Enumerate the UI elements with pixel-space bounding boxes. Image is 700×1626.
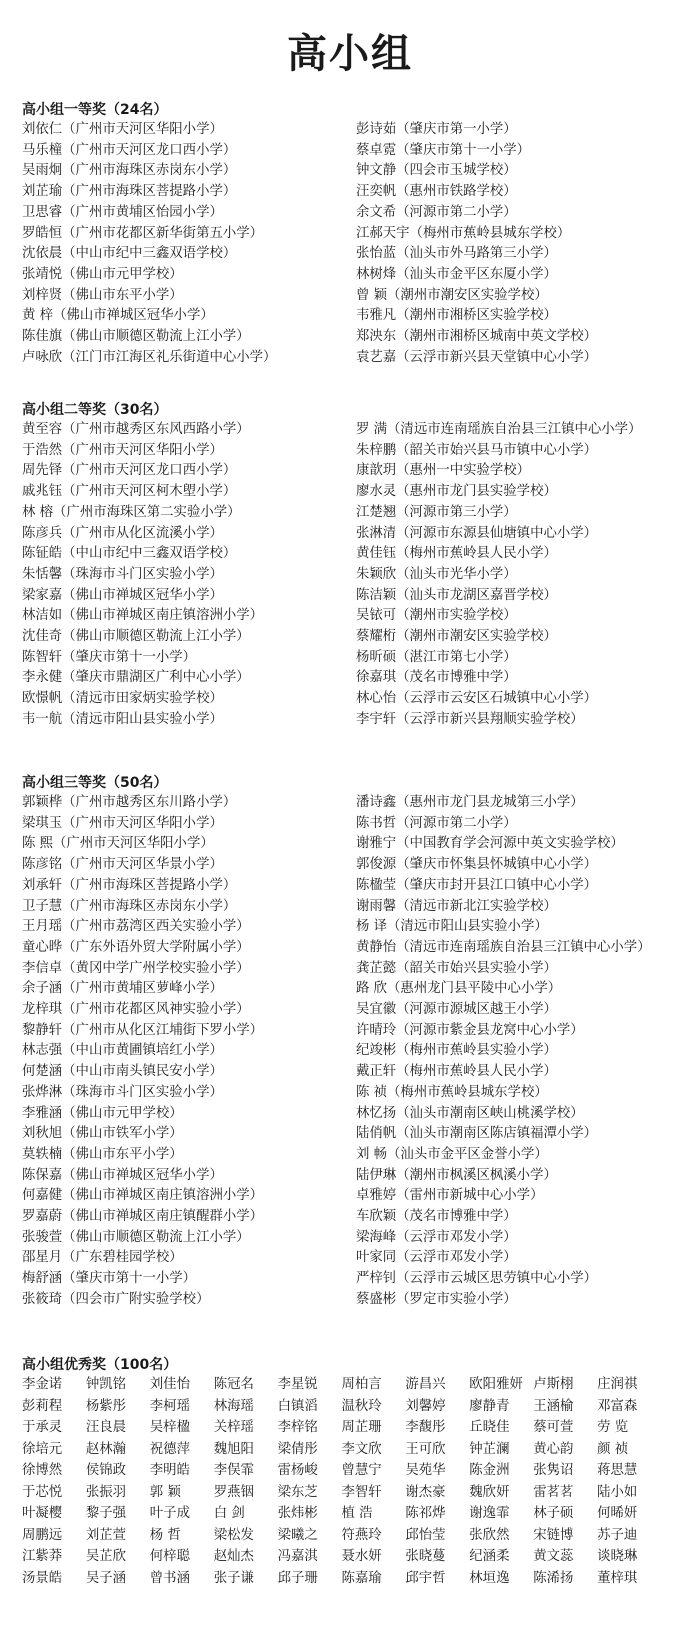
excellence-name: 雷茗茗: [533, 1484, 574, 1500]
excellence-name: 庄润祺: [597, 1377, 638, 1392]
excellence-name: 谈晓琳: [597, 1549, 638, 1564]
excellence-name: 钟凯铭: [85, 1377, 127, 1392]
winner-entry: 陈洁颖（汕头市龙湖区嘉晋学校）: [356, 587, 557, 603]
excellence-name: 雷杨峻: [277, 1463, 318, 1478]
excellence-name: 叶凝樱: [22, 1506, 63, 1521]
winner-entry: 李信卓（黄冈中学广州学校实验小学）: [22, 960, 250, 976]
winner-entry: 周先铎（广州市天河区龙口西小学）: [22, 463, 237, 479]
winner-entry: 韦雅凡（潮州市湘桥区实验学校）: [356, 308, 557, 324]
excellence-name: 李馥彤: [405, 1420, 446, 1435]
excellence-name: 吴苑华: [405, 1463, 446, 1478]
excellence-name: 苏子迪: [597, 1527, 638, 1543]
winner-entry: 邵星月（广东碧桂园学校）: [22, 1250, 183, 1266]
winner-entry: 张骏萱（佛山市顺德区勒流上江小学）: [22, 1229, 250, 1245]
winner-entry: 梁琪玉（广州市天河区华阳小学）: [22, 815, 223, 831]
excellence-name: 李金诺: [22, 1377, 63, 1392]
excellence-name: 吴梓楹: [149, 1420, 190, 1435]
winner-entry: 龚芷懿（韶关市始兴县实验小学）: [356, 960, 557, 976]
winner-entry: 廖水灵（惠州市龙门县实验学校）: [356, 484, 557, 500]
excellence-name: 杨紫彤: [85, 1398, 127, 1414]
excellence-name: 罗燕铟: [213, 1484, 254, 1500]
excellence-name: 陈浠扬: [533, 1570, 574, 1586]
winner-entry: 李永健（肇庆市鼎湖区广利中心小学）: [22, 670, 250, 686]
excellence-name: 何梓聪: [149, 1549, 190, 1564]
winner-entry: 曾 颖（潮州市潮安区实验学校）: [356, 287, 548, 303]
excellence-name: 赵灿杰: [213, 1549, 254, 1564]
section-third-prize: [22, 773, 692, 1311]
winner-entry: 陈彦铭（广州市天河区华景小学）: [22, 857, 223, 873]
page-title: 高小组: [287, 30, 413, 77]
winner-entry: 陈智轩（肇庆市第十一小学）: [22, 649, 197, 665]
winner-entry: 张淋清（河源市东源县仙塘镇中心小学）: [356, 525, 598, 541]
excellence-name: 蒋思慧: [597, 1463, 638, 1478]
winner-entry: 莫轶楠（佛山市东平小学）: [22, 1146, 183, 1162]
winner-entry: 于浩然（广州市天河区华阳小学）: [22, 442, 223, 458]
winner-entry: 蔡盛彬（罗定市实验小学）: [356, 1291, 517, 1307]
winner-entry: 林心怡（云浮市云安区石城镇中心小学）: [356, 691, 598, 707]
winner-entry: 王月瑶（广州市荔湾区西关实验小学）: [22, 919, 250, 935]
winner-entry: 杨昕硕（湛江市第七小学）: [356, 649, 517, 665]
excellence-name: 侯锦政: [85, 1463, 127, 1478]
entry-list: [22, 793, 692, 1311]
winner-entry: 刘承轩（广州市海珠区菩提路小学）: [22, 877, 237, 893]
entry-list: [22, 420, 692, 731]
winner-entry: 李宇轩（云浮市新兴县翔顺实验学校）: [356, 711, 584, 727]
winner-entry: 谢雨馨（清远市新北江实验学校）: [356, 898, 557, 914]
excellence-name: 梁东芝: [277, 1484, 318, 1500]
winner-entry: 卫思睿（广州市黄埔区怡园小学）: [22, 204, 223, 220]
winner-entry: 陈钲皓（中山市纪中三鑫双语学校）: [22, 546, 237, 562]
excellence-name: 董梓琪: [597, 1570, 638, 1586]
excellence-name: 宋链博: [533, 1527, 574, 1543]
excellence-name: 周鹏远: [22, 1527, 63, 1543]
winner-entry: 罗嘉蔚（佛山市禅城区南庄镇醒群小学）: [22, 1209, 264, 1224]
excellence-name: 邱子珊: [277, 1570, 318, 1586]
excellence-name: 何晞妍: [597, 1506, 638, 1521]
winner-entry: 陈佳旗（佛山市顺德区勒流上江小学）: [22, 329, 250, 344]
winner-entry: 余文希（河源市第二小学）: [356, 204, 517, 220]
winner-entry: 郭颖桦（广州市越秀区东川路小学）: [22, 795, 237, 810]
section-second-prize: [22, 400, 692, 731]
section-first-prize: [22, 100, 692, 368]
winner-entry: 朱颖欣（汕头市光华小学）: [356, 566, 517, 582]
excellence-name: 谢逸霏: [469, 1506, 510, 1521]
excellence-name: 张炜彬: [277, 1506, 318, 1521]
winner-entry: 钟文静（四会市玉城学校）: [356, 163, 517, 179]
winner-entry: 朱梓鹏（韶关市始兴县马市镇中心小学）: [356, 442, 598, 458]
winner-entry: 叶家同（云浮市邓发小学）: [356, 1250, 517, 1266]
winner-entry: 卓雅婷（雷州市新城中心小学）: [356, 1188, 544, 1204]
winner-entry: 陈彦兵（广州市从化区流溪小学）: [22, 525, 223, 541]
winner-entry: 林 榕（广州市海珠区第二实验小学）: [22, 504, 241, 520]
winner-entry: 刘芷瑜（广州市海珠区菩提路小学）: [22, 184, 237, 200]
winner-entry: 许晴玲（河源市紫金县龙窝中心小学）: [356, 1022, 584, 1038]
excellence-name: 叶子成: [149, 1506, 190, 1521]
excellence-name: 王可欣: [405, 1441, 446, 1457]
excellence-name: 张隽诏: [533, 1463, 574, 1478]
excellence-name: 江紫莽: [22, 1549, 63, 1564]
excellence-name: 陈冠名: [213, 1377, 254, 1392]
excellence-name: 林垣逸: [469, 1570, 510, 1586]
excellence-name: 李梓铭: [277, 1420, 318, 1435]
winner-entry: 罗皓恒（广州市花都区新华街第五小学）: [22, 225, 264, 241]
excellence-name: 谢杰豪: [405, 1484, 446, 1500]
winner-entry: 黎静轩（广州市从化区江埔街下罗小学）: [22, 1022, 264, 1038]
excellence-name: 吴子涵: [85, 1570, 127, 1586]
winner-entry: 张筱琦（四会市广附实验学校）: [22, 1291, 210, 1307]
winner-entry: 余子涵（广州市黄埔区萝峰小学）: [22, 981, 223, 997]
winner-entry: 林树烽（汕头市金平区东厦小学）: [356, 266, 557, 282]
excellence-name: 曾慧宁: [341, 1463, 382, 1478]
winner-entry: 陈楹莹（肇庆市封开县江口镇中心小学）: [356, 877, 598, 893]
winner-entry: 马乐橦（广州市天河区龙口西小学）: [22, 142, 237, 158]
excellence-name-grid: [22, 1375, 692, 1590]
excellence-name: 于承灵: [22, 1420, 63, 1435]
winner-entry: 沈佳奇（佛山市顺德区勒流上江小学）: [22, 629, 250, 644]
winner-entry: 蔡耀桁（潮州市潮安区实验学校）: [356, 629, 557, 644]
winner-entry: 康歆玥（惠州一中实验学校）: [356, 463, 531, 479]
excellence-name: 符燕玲: [341, 1527, 382, 1543]
winner-entry: 蔡卓霓（肇庆市第十一小学）: [356, 142, 531, 158]
entry-list: [22, 120, 692, 368]
excellence-name: 钟芷澜: [469, 1441, 510, 1457]
section-heading-first-prize: 高小组一等奖（24名）: [22, 102, 168, 118]
winner-entry: 严梓钊（云浮市云城区思劳镇中心小学）: [356, 1271, 598, 1287]
excellence-name: 汤景皓: [22, 1570, 63, 1586]
excellence-name: 于芯悦: [22, 1484, 63, 1500]
excellence-name: 郭 颖: [149, 1484, 181, 1500]
excellence-name: 植 浩: [341, 1506, 373, 1521]
excellence-name: 李明皓: [149, 1463, 190, 1478]
excellence-name: 邱宇哲: [405, 1570, 446, 1586]
excellence-name: 梁曦之: [277, 1527, 318, 1543]
excellence-name: 王涵榆: [533, 1398, 574, 1414]
excellence-name: 祝德萍: [149, 1441, 190, 1457]
excellence-name: 关梓瑶: [213, 1420, 254, 1435]
excellence-name: 魏旭阳: [213, 1441, 254, 1457]
winner-entry: 刘梓贤（佛山市东平小学）: [22, 287, 183, 303]
winner-entry: 黄至容（广州市越秀区东风西路小学）: [22, 422, 250, 437]
excellence-name: 廖静青: [469, 1398, 510, 1414]
winner-entry: 张烨淋（珠海市斗门区实验小学）: [22, 1084, 223, 1100]
excellence-name: 彭莉程: [22, 1398, 63, 1414]
winner-entry: 袁艺嘉（云浮市新兴县天堂镇中心小学）: [356, 349, 598, 365]
excellence-name: 周柏言: [341, 1377, 382, 1392]
winner-entry: 陆俏帆（汕头市潮南区陈店镇福潭小学）: [356, 1126, 598, 1142]
winner-entry: 刘秋旭（佛山市铁军小学）: [22, 1126, 183, 1142]
excellence-name: 林子硕: [533, 1506, 574, 1521]
winner-entry: 陈书哲（河源市第二小学）: [356, 815, 517, 831]
winner-entry: 韦一航（清远市阳山县实验小学）: [22, 711, 223, 727]
excellence-name: 陈嘉瑜: [341, 1570, 382, 1586]
excellence-name: 丘晓佳: [469, 1420, 510, 1435]
winner-entry: 李雅涵（佛山市元甲学校）: [22, 1105, 183, 1121]
winner-entry: 陈 祯（梅州市蕉岭县城东学校）: [356, 1084, 548, 1100]
excellence-name: 张欣然: [469, 1527, 510, 1543]
winner-entry: 陆伊琳（潮州市枫溪区枫溪小学）: [356, 1167, 557, 1183]
winner-entry: 梁海峰（云浮市邓发小学）: [356, 1229, 517, 1245]
excellence-name: 纪涵柔: [469, 1549, 510, 1564]
excellence-name: 张振羽: [85, 1484, 127, 1500]
excellence-name: 吴芷欣: [85, 1549, 127, 1564]
excellence-name: 蔡可萱: [533, 1420, 574, 1435]
winner-entry: 江楚翘（河源市第三小学）: [356, 504, 517, 520]
section-excellence-prize: [22, 1355, 692, 1590]
excellence-name: 赵林瀚: [85, 1441, 127, 1457]
excellence-name: 卢斯栩: [533, 1377, 574, 1392]
excellence-name: 黄文蕊: [533, 1549, 574, 1564]
winner-entry: 何嘉健（佛山市禅城区南庄镇溶洲小学）: [22, 1188, 264, 1204]
excellence-name: 陈金洲: [469, 1463, 510, 1478]
winner-entry: 汪奕帆（惠州市铁路学校）: [356, 184, 517, 200]
winner-entry: 郭俊源（肇庆市怀集县怀城镇中心小学）: [356, 857, 598, 873]
excellence-name: 游昌兴: [405, 1377, 446, 1392]
winner-entry: 罗 满（清远市连南瑶族自治县三江镇中心小学）: [356, 422, 642, 437]
winner-entry: 车欣颖（茂名市博雅中学）: [356, 1209, 517, 1224]
excellence-name: 张晓蔓: [405, 1549, 446, 1564]
winner-entry: 龙梓琪（广州市花都区风神实验小学）: [22, 1002, 250, 1017]
winner-entry: 梁家嘉（佛山市禅城区冠华小学）: [22, 587, 223, 603]
winner-entry: 戴正轩（梅州市蕉岭县人民小学）: [356, 1064, 557, 1080]
winner-entry: 吴铱可（潮州市实验学校）: [356, 608, 517, 624]
excellence-name: 李文欣: [341, 1441, 382, 1457]
excellence-name: 张子谦: [213, 1570, 254, 1586]
winner-entry: 戚兆钰（广州市天河区柯木塱小学）: [22, 484, 237, 500]
winner-entry: 张靖悦（佛山市元甲学校）: [22, 266, 183, 282]
excellence-name: 曾书涵: [149, 1570, 190, 1586]
excellence-name: 梁倩彤: [277, 1441, 318, 1457]
winner-entry: 刘 畅（汕头市金平区金誉小学）: [356, 1146, 548, 1162]
winner-entry: 黄佳钰（梅州市蕉岭县人民小学）: [356, 546, 557, 562]
excellence-name: 李星锐: [277, 1377, 318, 1392]
excellence-name: 白 剑: [213, 1506, 245, 1521]
excellence-name: 刘馨婷: [405, 1398, 446, 1414]
winner-entry: 林洁如（佛山市禅城区南庄镇溶洲小学）: [22, 608, 264, 624]
excellence-name: 欧阳雅妍: [469, 1377, 523, 1392]
winner-entry: 纪竣彬（梅州市蕉岭县实验小学）: [356, 1043, 557, 1059]
winner-entry: 陈 熙（广州市天河区华阳小学）: [22, 836, 214, 852]
winner-entry: 欧憬帆（清远市田家炳实验学校）: [22, 691, 223, 707]
excellence-name: 徐培元: [22, 1441, 63, 1457]
excellence-name: 黄心韵: [533, 1441, 574, 1457]
winner-entry: 何楚涵（中山市南头镇民安小学）: [22, 1064, 223, 1080]
winner-entry: 林志强（中山市黄圃镇培红小学）: [22, 1043, 223, 1059]
excellence-name: 陆小如: [597, 1484, 638, 1500]
section-heading-second-prize: 高小组二等奖（30名）: [22, 402, 168, 418]
excellence-name: 刘芷萱: [85, 1527, 127, 1543]
winner-entry: 潘诗鑫（惠州市龙门县龙城第三小学）: [356, 795, 584, 810]
winner-entry: 沈依晨（中山市纪中三鑫双语学校）: [22, 246, 237, 262]
winner-entry: 郑泱东（潮州市湘桥区城南中英文学校）: [356, 329, 598, 344]
winner-entry: 陈保嘉（佛山市禅城区冠华小学）: [22, 1167, 223, 1183]
excellence-name: 杨 哲: [149, 1527, 181, 1543]
excellence-name: 劳 览: [597, 1420, 629, 1435]
excellence-name: 李智轩: [341, 1484, 382, 1500]
winner-entry: 卫子慧（广州市海珠区赤岗东小学）: [22, 898, 237, 914]
winner-entry: 吴雨炯（广州市海珠区赤岗东小学）: [22, 163, 237, 179]
excellence-name: 李柯瑶: [149, 1398, 190, 1414]
excellence-name: 邱怡莹: [405, 1527, 446, 1543]
winner-entry: 黄静怡（清远市连南瑶族自治县三江镇中心小学）: [356, 939, 651, 955]
winner-entry: 黄 梓（佛山市禅城区冠华小学）: [22, 308, 214, 324]
winner-entry: 刘依仁（广州市天河区华阳小学）: [22, 122, 223, 137]
excellence-name: 徐博然: [22, 1463, 63, 1478]
excellence-name: 冯嘉淇: [277, 1549, 318, 1564]
excellence-name: 黎子强: [85, 1506, 127, 1521]
excellence-name: 汪良晨: [85, 1420, 127, 1435]
excellence-name: 周芷珊: [341, 1420, 382, 1435]
excellence-name: 聂水妍: [341, 1549, 382, 1564]
excellence-name: 刘佳怡: [149, 1377, 190, 1392]
winner-entry: 徐嘉琪（茂名市博雅中学）: [356, 670, 517, 686]
winner-entry: 林忆扬（汕头市潮南区峡山桃溪学校）: [356, 1105, 584, 1121]
winner-entry: 彭诗茹（肇庆市第一小学）: [356, 122, 517, 137]
winner-entry: 卢咏欣（江门市江海区礼乐街道中心小学）: [22, 349, 277, 365]
winner-entry: 童心晔（广东外语外贸大学附属小学）: [22, 939, 250, 955]
excellence-name: 邓富森: [597, 1398, 638, 1414]
winner-entry: 吴宜徽（河源市源城区越王小学）: [356, 1002, 557, 1017]
excellence-name: 魏欣妍: [469, 1484, 510, 1500]
winner-entry: 路 欣（惠州龙门县平陵中心小学）: [356, 981, 562, 997]
excellence-name: 白镇滔: [277, 1398, 318, 1414]
winner-entry: 梅舒涵（肇庆市第十一小学）: [22, 1271, 197, 1287]
excellence-name: 林海瑶: [213, 1398, 254, 1414]
winner-entry: 杨 译（清远市阳山县实验小学）: [356, 919, 548, 935]
excellence-name: 李俣霏: [213, 1463, 254, 1478]
excellence-name: 陈祁烨: [405, 1506, 446, 1521]
winner-entry: 江郝天宇（梅州市蕉岭县城东学校）: [356, 225, 571, 241]
excellence-name: 梁松发: [213, 1527, 254, 1543]
winner-entry: 谢雅宁（中国教育学会河源中英文实验学校）: [356, 836, 624, 852]
winner-entry: 张怡蓝（汕头市外马路第三小学）: [356, 246, 557, 262]
excellence-name: 温秋玲: [341, 1398, 382, 1414]
section-heading-excellence-prize: 高小组优秀奖（100名）: [22, 1357, 178, 1373]
winner-entry: 朱恬馨（珠海市斗门区实验小学）: [22, 566, 223, 582]
excellence-name: 颜 祯: [597, 1441, 629, 1457]
section-heading-third-prize: 高小组三等奖（50名）: [22, 775, 168, 791]
